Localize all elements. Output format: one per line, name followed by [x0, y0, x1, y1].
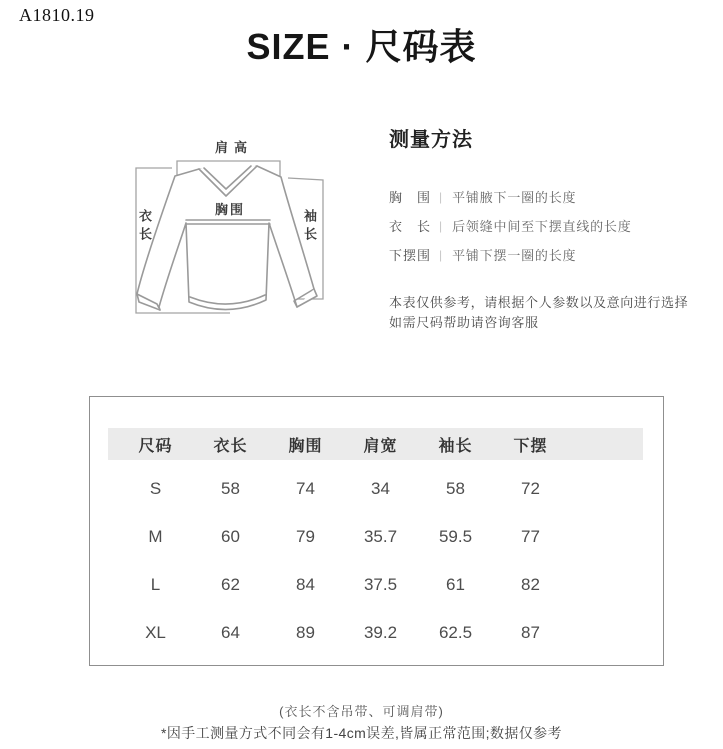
cell-size: XL	[145, 623, 166, 642]
cell-shoulder: 37.5	[363, 575, 398, 594]
header-length: 衣长	[213, 437, 248, 455]
size-table-header-row	[108, 428, 643, 460]
header-chest: 胸围	[288, 437, 323, 455]
cell-sleeve: 61	[446, 575, 465, 594]
cell-hem: 77	[521, 527, 540, 546]
table-row	[108, 561, 643, 609]
reference-note	[389, 293, 709, 333]
shoulder-height-label: 肩高	[214, 140, 253, 155]
sleeve-length-label: 袖长	[302, 209, 317, 245]
garment-length-label: 衣长	[137, 209, 152, 245]
reference-note-line2: 如需尺码帮助请咨询客服	[389, 315, 539, 330]
table-row	[108, 465, 643, 513]
chest-label: 胸围	[214, 202, 245, 217]
cell-shoulder: 34	[371, 479, 390, 498]
footnotes	[0, 701, 723, 743]
cell-hem: 72	[521, 479, 540, 498]
measure-item-label: 下摆围	[389, 248, 432, 263]
table-row	[108, 513, 643, 561]
footnote-strap: (衣长不含吊带、可调肩带)	[279, 704, 444, 719]
header-sleeve: 袖长	[438, 437, 473, 455]
measure-guide	[389, 128, 709, 333]
cell-size: S	[149, 479, 162, 498]
cell-hem: 87	[521, 623, 540, 642]
footnote-tolerance: *因手工测量方式不同会有1-4cm误差,皆属正常范围;数据仅参考	[161, 725, 562, 741]
cell-sleeve: 58	[446, 479, 465, 498]
cell-chest: 79	[296, 527, 315, 546]
size-table-card	[89, 396, 664, 666]
header-shoulder: 肩宽	[363, 437, 398, 455]
measure-item-desc: 后领缝中间至下摆直线的长度	[452, 219, 632, 234]
header-size: 尺码	[138, 437, 173, 455]
separator-bar: |	[439, 189, 443, 204]
cell-length: 62	[221, 575, 240, 594]
sku-code: A1810.19	[19, 5, 95, 25]
measure-item-label: 胸 围	[389, 190, 432, 205]
cell-shoulder: 35.7	[363, 527, 398, 546]
header-hem: 下摆	[513, 437, 548, 455]
cell-hem: 82	[521, 575, 540, 594]
sweater-outline	[137, 166, 317, 310]
cell-shoulder: 39.2	[363, 623, 398, 642]
reference-note-line1: 本表仅供参考，请根据个人参数以及意向进行选择	[389, 295, 689, 310]
cell-size: M	[148, 527, 163, 546]
separator-bar: |	[439, 218, 443, 233]
measure-item-hem	[389, 240, 709, 269]
measure-item-desc: 平铺腋下一圈的长度	[452, 190, 577, 205]
page-title: SIZE · 尺码表	[246, 26, 477, 67]
cell-size: L	[150, 575, 161, 594]
cell-chest: 89	[296, 623, 315, 642]
measure-item-label: 衣 长	[389, 219, 432, 234]
cell-sleeve: 59.5	[438, 527, 473, 546]
cell-chest: 84	[296, 575, 315, 594]
cell-chest: 74	[296, 479, 315, 498]
table-row	[108, 609, 643, 657]
size-table-body	[108, 465, 643, 657]
cell-length: 60	[221, 527, 240, 546]
measure-item-length	[389, 211, 709, 240]
separator-bar: |	[439, 247, 443, 262]
measure-item-chest	[389, 182, 709, 211]
measure-guide-heading: 测量方法	[389, 129, 473, 151]
cell-length: 58	[221, 479, 240, 498]
cell-length: 64	[221, 623, 240, 642]
cell-sleeve: 62.5	[438, 623, 473, 642]
measure-item-desc: 平铺下摆一圈的长度	[452, 248, 577, 263]
